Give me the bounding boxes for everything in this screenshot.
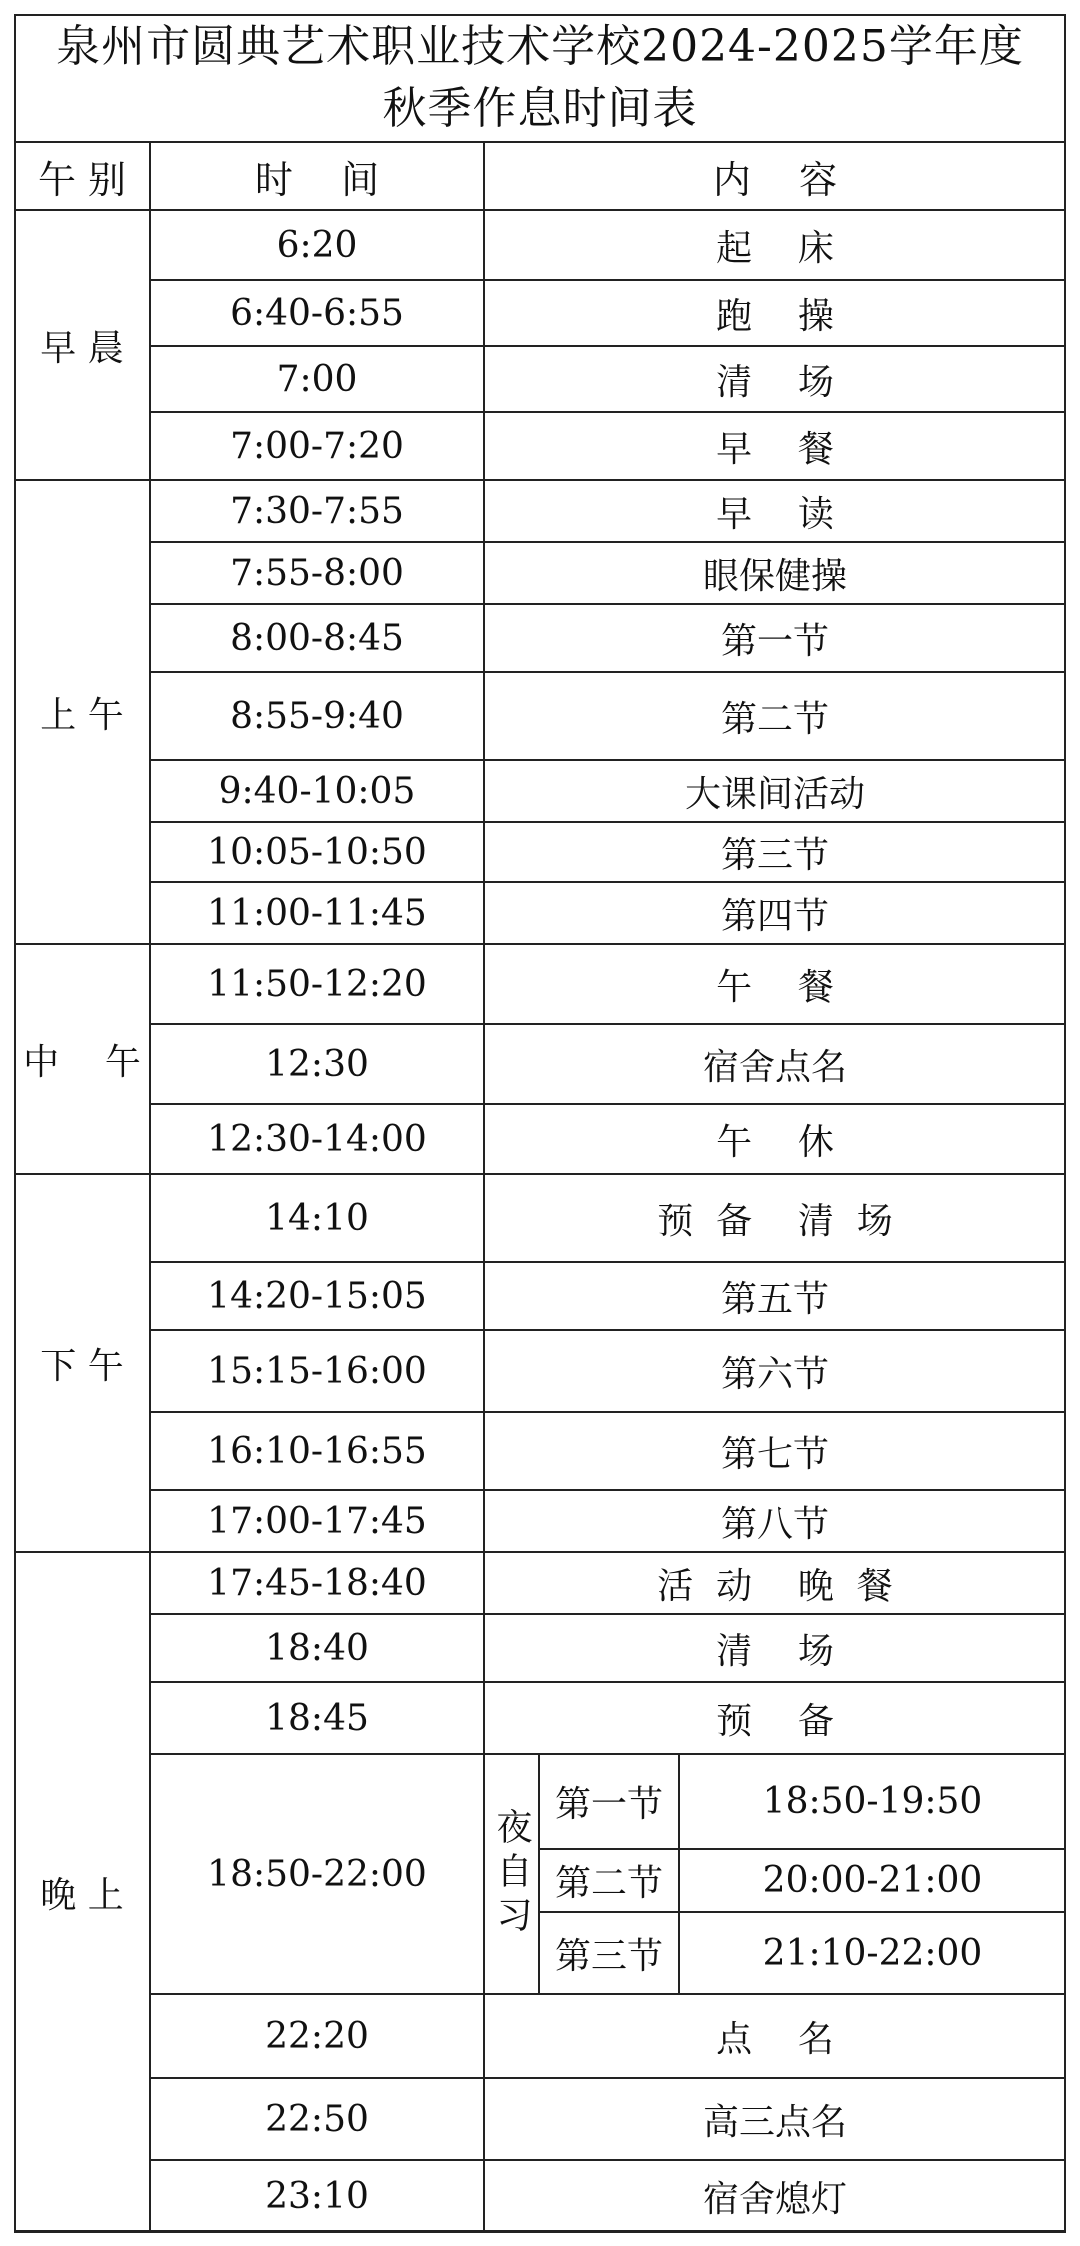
content-cell: 跑 操	[716, 295, 834, 337]
time-cell: 8:00-8:45	[230, 617, 404, 659]
time-cell: 14:20-15:05	[207, 1275, 427, 1317]
title-line-1: 泉州市圆典艺术职业技术学校2024-2025学年度	[56, 21, 1024, 72]
session-time: 21:10-22:00	[762, 1932, 983, 1974]
session-time: 18:50-19:50	[762, 1781, 983, 1822]
time-cell: 7:00	[276, 358, 358, 400]
content-cell: 午 餐	[716, 966, 834, 1008]
time-cell: 12:30-14:00	[207, 1118, 427, 1160]
title-line-2: 秋季作息时间表	[382, 83, 698, 134]
time-cell: 11:00-11:45	[207, 892, 427, 934]
period-label: 晚 上	[40, 1874, 124, 1916]
content-cell: 第一节	[720, 620, 829, 662]
content-cell: 第二节	[720, 698, 829, 740]
time-cell: 10:05-10:50	[207, 831, 427, 873]
time-cell: 22:20	[265, 2015, 369, 2057]
time-cell: 18:40	[265, 1627, 369, 1669]
content-cell: 起 床	[716, 227, 834, 269]
period-label: 中 午	[23, 1041, 141, 1083]
content-cell: 第三节	[720, 834, 829, 876]
content-cell: 清 场	[716, 361, 834, 403]
evening-study-label: 夜自习	[491, 1808, 532, 1940]
content-cell: 点 名	[716, 2018, 834, 2060]
time-cell: 6:40-6:55	[230, 292, 404, 334]
time-cell: 7:00-7:20	[230, 425, 404, 467]
content-cell: 活 动 晚 餐	[657, 1565, 893, 1607]
time-cell: 18:45	[265, 1697, 369, 1739]
content-cell: 清 场	[716, 1630, 834, 1672]
time-cell: 8:55-9:40	[230, 695, 404, 737]
content-cell: 早 餐	[716, 428, 834, 470]
schedule-table	[14, 14, 1066, 2232]
content-cell: 第七节	[720, 1433, 829, 1475]
content-cell: 第八节	[720, 1503, 829, 1545]
time-cell: 11:50-12:20	[207, 963, 427, 1005]
time-cell: 15:15-16:00	[207, 1350, 427, 1392]
content-cell: 午 休	[716, 1121, 834, 1163]
content-cell: 高三点名	[702, 2101, 847, 2143]
header-content: 内 容	[712, 157, 838, 202]
session-name: 第二节	[554, 1863, 663, 1904]
content-cell: 大课间活动	[684, 773, 865, 815]
content-cell: 预 备 清 场	[657, 1200, 893, 1242]
period-label: 上 午	[40, 694, 124, 736]
time-cell: 7:30-7:55	[230, 490, 404, 532]
content-cell: 第六节	[720, 1353, 829, 1395]
time-cell: 12:30	[265, 1043, 369, 1085]
time-cell: 17:45-18:40	[207, 1562, 427, 1604]
page-title	[14, 14, 1066, 142]
content-cell: 眼保健操	[702, 555, 847, 597]
time-cell: 7:55-8:00	[230, 552, 404, 594]
time-cell: 9:40-10:05	[218, 770, 416, 812]
period-label: 下 午	[40, 1345, 124, 1387]
content-cell: 宿舍熄灯	[702, 2178, 847, 2220]
time-cell: 14:10	[265, 1197, 369, 1239]
content-cell: 早 读	[716, 493, 834, 535]
content-cell: 第四节	[720, 895, 829, 937]
time-cell: 22:50	[265, 2098, 369, 2140]
time-cell: 6:20	[276, 224, 358, 266]
session-time: 20:00-21:00	[762, 1860, 983, 1901]
header-period: 午 别	[37, 157, 127, 202]
time-cell: 17:00-17:45	[207, 1500, 427, 1542]
session-name: 第一节	[554, 1784, 663, 1825]
period-label: 早 晨	[40, 327, 124, 369]
content-cell: 宿舍点名	[702, 1046, 847, 1088]
content-cell: 预 备	[716, 1700, 834, 1742]
header-time: 时 间	[254, 157, 380, 202]
time-cell: 23:10	[265, 2175, 369, 2217]
content-cell: 第五节	[720, 1278, 829, 1320]
time-cell: 16:10-16:55	[207, 1430, 427, 1472]
time-cell: 18:50-22:00	[207, 1853, 427, 1895]
session-name: 第三节	[554, 1935, 663, 1977]
